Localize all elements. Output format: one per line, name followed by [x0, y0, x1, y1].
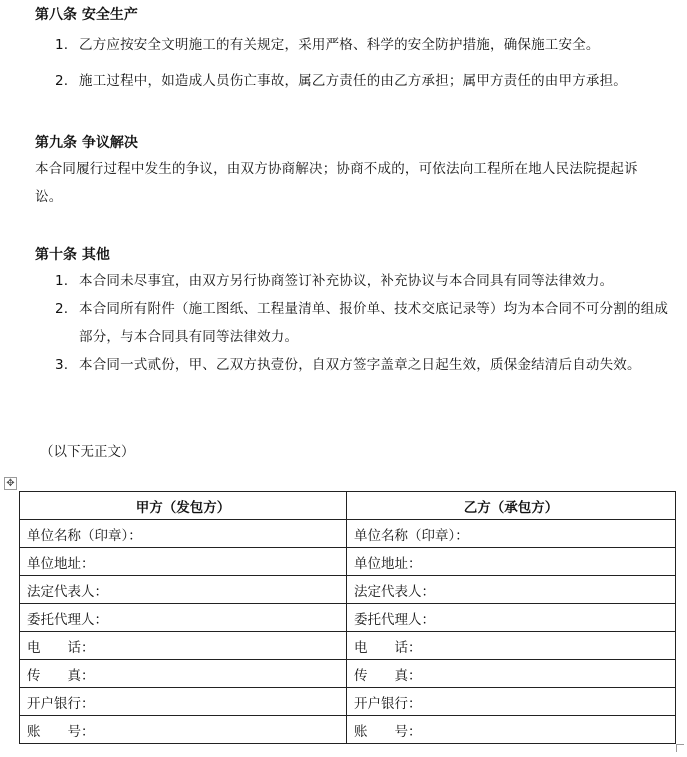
party-b-legal-rep-cell[interactable]: 法定代表人：: [347, 576, 676, 604]
article-9-title: 第九条 争议解决: [35, 135, 138, 151]
table-row: [20, 548, 676, 576]
article-8-item-1: [55, 31, 670, 59]
party-a-address-cell[interactable]: 单位地址：: [20, 548, 347, 576]
party-b-company-name-cell[interactable]: 单位名称（印章）：: [347, 520, 676, 548]
party-b-phone-cell[interactable]: 电 话：: [347, 632, 676, 660]
list-number: 1.: [55, 273, 69, 289]
list-number: 3.: [55, 357, 69, 373]
article-10-item-3: [55, 351, 670, 379]
table-resize-handle[interactable]: [676, 744, 684, 752]
list-text: 本合同未尽事宜，由双方另行协商签订补充协议，补充协议与本合同具有同等法律效力。: [79, 273, 614, 289]
party-a-bank-cell[interactable]: 开户银行：: [20, 688, 347, 716]
party-a-company-name-cell[interactable]: 单位名称（印章）：: [20, 520, 347, 548]
list-text: 施工过程中，如造成人员伤亡事故，属乙方责任的由乙方承担；属甲方责任的由甲方承担。: [79, 73, 627, 89]
list-text: 本合同一式贰份，甲、乙双方执壹份，自双方签字盖章之日起生效，质保金结清后自动失效。: [79, 357, 641, 373]
party-a-header: 甲方（发包方）: [20, 492, 347, 520]
table-row: [20, 716, 676, 744]
party-b-fax-cell[interactable]: 传 真：: [347, 660, 676, 688]
list-number: 1.: [55, 37, 69, 53]
table-row: [20, 576, 676, 604]
list-text: 本合同所有附件（施工图纸、工程量清单、报价单、技术交底记录等）均为本合同不可分割的组成部分，与本合同具有同等法律效力。: [79, 301, 669, 345]
party-a-agent-cell[interactable]: 委托代理人：: [20, 604, 347, 632]
table-row: [20, 632, 676, 660]
party-b-header: 乙方（承包方）: [347, 492, 676, 520]
list-number: 2.: [55, 301, 69, 317]
party-a-fax-cell[interactable]: 传 真：: [20, 660, 347, 688]
party-b-agent-cell[interactable]: 委托代理人：: [347, 604, 676, 632]
party-b-address-cell[interactable]: 单位地址：: [347, 548, 676, 576]
signature-table: [19, 491, 676, 744]
table-header-row: [20, 492, 676, 520]
article-10-item-1: [55, 267, 670, 295]
party-b-account-cell[interactable]: 账 号：: [347, 716, 676, 744]
end-note: （以下无正文）: [40, 444, 135, 460]
article-10-title: 第十条 其他: [35, 247, 110, 263]
article-9-text: 本合同履行过程中发生的争议，由双方协商解决；协商不成的，可依法向工程所在地人民法院提起诉讼。: [35, 161, 638, 205]
article-8-item-2: [55, 67, 670, 95]
table-row: [20, 688, 676, 716]
list-number: 2.: [55, 73, 69, 89]
table-move-handle-icon[interactable]: ✥: [4, 477, 17, 490]
table-row: [20, 660, 676, 688]
party-b-bank-cell[interactable]: 开户银行：: [347, 688, 676, 716]
list-text: 乙方应按安全文明施工的有关规定，采用严格、科学的安全防护措施，确保施工安全。: [79, 37, 600, 53]
article-10-item-2: [55, 295, 670, 351]
party-a-legal-rep-cell[interactable]: 法定代表人：: [20, 576, 347, 604]
table-row: [20, 604, 676, 632]
party-a-phone-cell[interactable]: 电 话：: [20, 632, 347, 660]
article-8-title: 第八条 安全生产: [35, 7, 138, 23]
party-a-account-cell[interactable]: 账 号：: [20, 716, 347, 744]
table-row: [20, 520, 676, 548]
